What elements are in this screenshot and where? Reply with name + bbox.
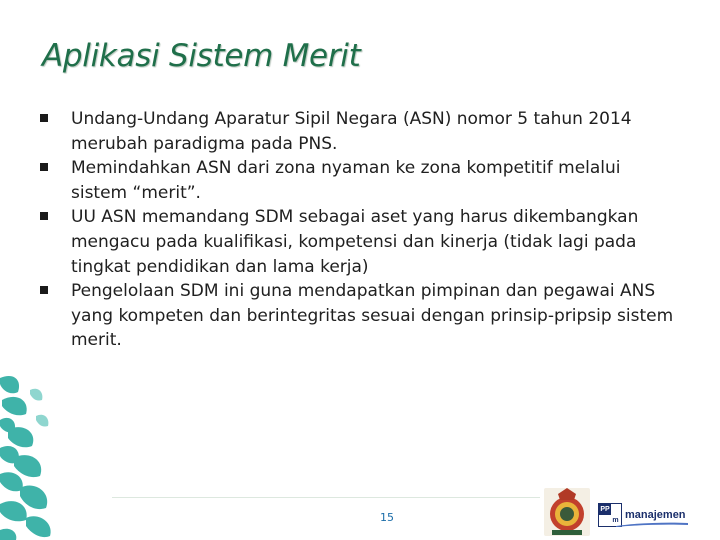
page-number: 15 — [380, 511, 394, 524]
bullet-square-icon — [40, 114, 48, 122]
leaf-decoration-icon — [0, 370, 60, 540]
bullet-text: Pengelolaan SDM ini guna mendapatkan pimpinan dan pegawai ANS yang kompeten dan berintegritas sesuai dengan prinsip-pripsip sistem merit. — [71, 281, 674, 351]
emblem-logo-icon — [538, 484, 596, 540]
ppm-logo-text: manajemen — [625, 509, 686, 521]
bullet-text: Memindahkan ASN dari zona nyaman ke zona kompetitif melalui sistem “merit”. — [71, 158, 621, 203]
ppm-swoosh-icon — [616, 522, 688, 527]
ppm-box-bottom: m — [612, 517, 619, 524]
bullet-item — [40, 107, 680, 156]
bullet-list — [40, 107, 680, 353]
bullet-text: Undang-Undang Aparatur Sipil Negara (ASN) nomor 5 tahun 2014 merubah paradigma pada PNS. — [71, 109, 632, 154]
bullet-square-icon — [40, 286, 48, 294]
bullet-square-icon — [40, 212, 48, 220]
bullet-item — [40, 156, 680, 205]
ppm-manajemen-logo-icon — [598, 500, 690, 530]
bullet-item — [40, 279, 680, 353]
bullet-text: UU ASN memandang SDM sebagai aset yang harus dikembangkan mengacu pada kualifikasi, kompetensi dan kinerja (tidak lagi pada tingkat pendidikan dan lama kerja) — [71, 207, 639, 277]
bullet-square-icon — [40, 163, 48, 171]
bullet-item — [40, 205, 680, 279]
ppm-box-top: PP — [600, 506, 610, 513]
footer-divider — [112, 497, 540, 498]
slide-title: Aplikasi Sistem Merit — [42, 38, 361, 74]
